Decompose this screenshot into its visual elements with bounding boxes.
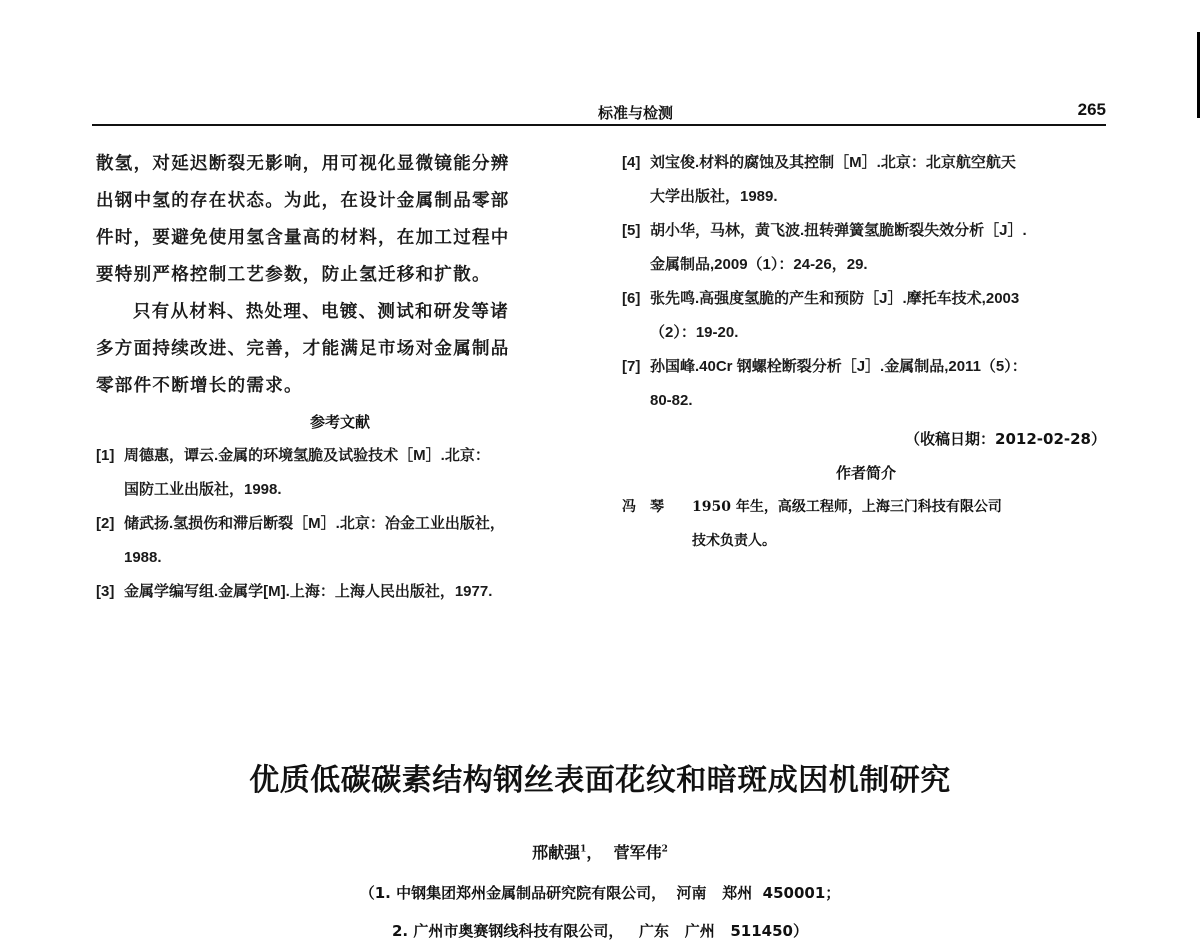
- page-number: 265: [1077, 100, 1106, 119]
- section-title: 标准与检测: [598, 104, 674, 122]
- affiliation-line: 2. 广州市奥赛钢线科技有限公司， 广东 广州 511450）: [392, 922, 808, 940]
- body-line: 多方面持续改进、完善，才能满足市场对金属制品: [96, 339, 510, 359]
- body-line: 零部件不断增长的需求。: [96, 376, 303, 396]
- reference-item: [622, 214, 1110, 282]
- right-column: [622, 146, 1110, 558]
- reference-text: 孙国峰.40Cr 钢螺栓断裂分析［J］.金属制品,2011（5）：: [650, 358, 1027, 375]
- reference-text-cont: 国防工业出版社，1998.: [124, 481, 282, 498]
- author-bio: [622, 490, 1110, 558]
- article-authors: [0, 840, 1200, 863]
- author-name: 菅军伟: [613, 843, 662, 862]
- reference-item: [96, 439, 584, 507]
- affiliation-line: （1. 中钢集团郑州金属制品研究院有限公司， 河南 郑州 450001；: [359, 884, 841, 902]
- author-affiliation-mark: 1: [580, 844, 587, 855]
- bio-author-name: 冯琴: [622, 499, 678, 515]
- reference-number: [6]: [622, 290, 641, 307]
- reference-text: 刘宝俊.材料的腐蚀及其控制［M］.北京：北京航空航天: [650, 154, 1016, 171]
- author-name: 邢献强: [532, 843, 581, 862]
- reference-item: [622, 350, 1110, 418]
- reference-text-cont: （2）：19-20.: [650, 324, 739, 341]
- reference-text-cont: 大学出版社，1989.: [650, 188, 778, 205]
- reference-number: [1]: [96, 447, 115, 464]
- reference-item: [96, 507, 584, 575]
- reference-text: 储武扬.氢损伤和滞后断裂［M］.北京：冶金工业出版社，: [124, 515, 505, 532]
- references-heading: 参考文献: [309, 413, 370, 431]
- reference-item: [96, 575, 584, 609]
- reference-text: 金属学编写组.金属学[M].上海：上海人民出版社，1977.: [124, 583, 493, 600]
- reference-text-cont: 1988.: [124, 549, 162, 566]
- body-line: 散氢，对延迟断裂无影响，用可视化显微镜能分辨: [96, 154, 510, 174]
- article-title: 优质低碳碳素结构钢丝表面花纹和暗斑成因机制研究: [249, 763, 951, 798]
- reference-text-cont: 80-82.: [650, 392, 693, 409]
- received-date: （收稿日期：2012-02-28）: [905, 430, 1106, 448]
- reference-number: [4]: [622, 154, 641, 171]
- running-header: [92, 100, 1106, 126]
- reference-number: [5]: [622, 222, 641, 239]
- bio-text-cont: 技术负责人。: [692, 533, 776, 549]
- author-affiliation-mark: 2: [661, 844, 668, 855]
- reference-item: [622, 282, 1110, 350]
- reference-number: [2]: [96, 515, 115, 532]
- reference-number: [3]: [96, 583, 115, 600]
- reference-text: 胡小华，马林，黄飞波.扭转弹簧氢脆断裂失效分析［J］.: [650, 222, 1027, 239]
- reference-text: 周德惠，谭云.金属的环境氢脆及试验技术［M］.北京：: [124, 447, 490, 464]
- bio-text: 1950 年生，高级工程师，上海三门科技有限公司: [692, 499, 1002, 515]
- author-bio-heading: 作者简介: [835, 464, 896, 482]
- reference-item: [622, 146, 1110, 214]
- reference-number: [7]: [622, 358, 641, 375]
- body-line: 件时，要避免使用氢含量高的材料，在加工过程中: [96, 228, 510, 248]
- reference-text-cont: 金属制品,2009（1）：24-26，29.: [650, 256, 868, 273]
- body-line: 出钢中氢的存在状态。为此，在设计金属制品零部: [96, 191, 510, 211]
- left-column: [96, 146, 584, 609]
- body-line: 要特别严格控制工艺参数，防止氢迁移和扩散。: [96, 265, 491, 285]
- author-separator: ，: [586, 843, 603, 862]
- body-line: 只有从材料、热处理、电镀、测试和研发等诸: [133, 302, 509, 322]
- reference-text: 张先鸣.高强度氢脆的产生和预防［J］.摩托车技术,2003: [650, 290, 1020, 307]
